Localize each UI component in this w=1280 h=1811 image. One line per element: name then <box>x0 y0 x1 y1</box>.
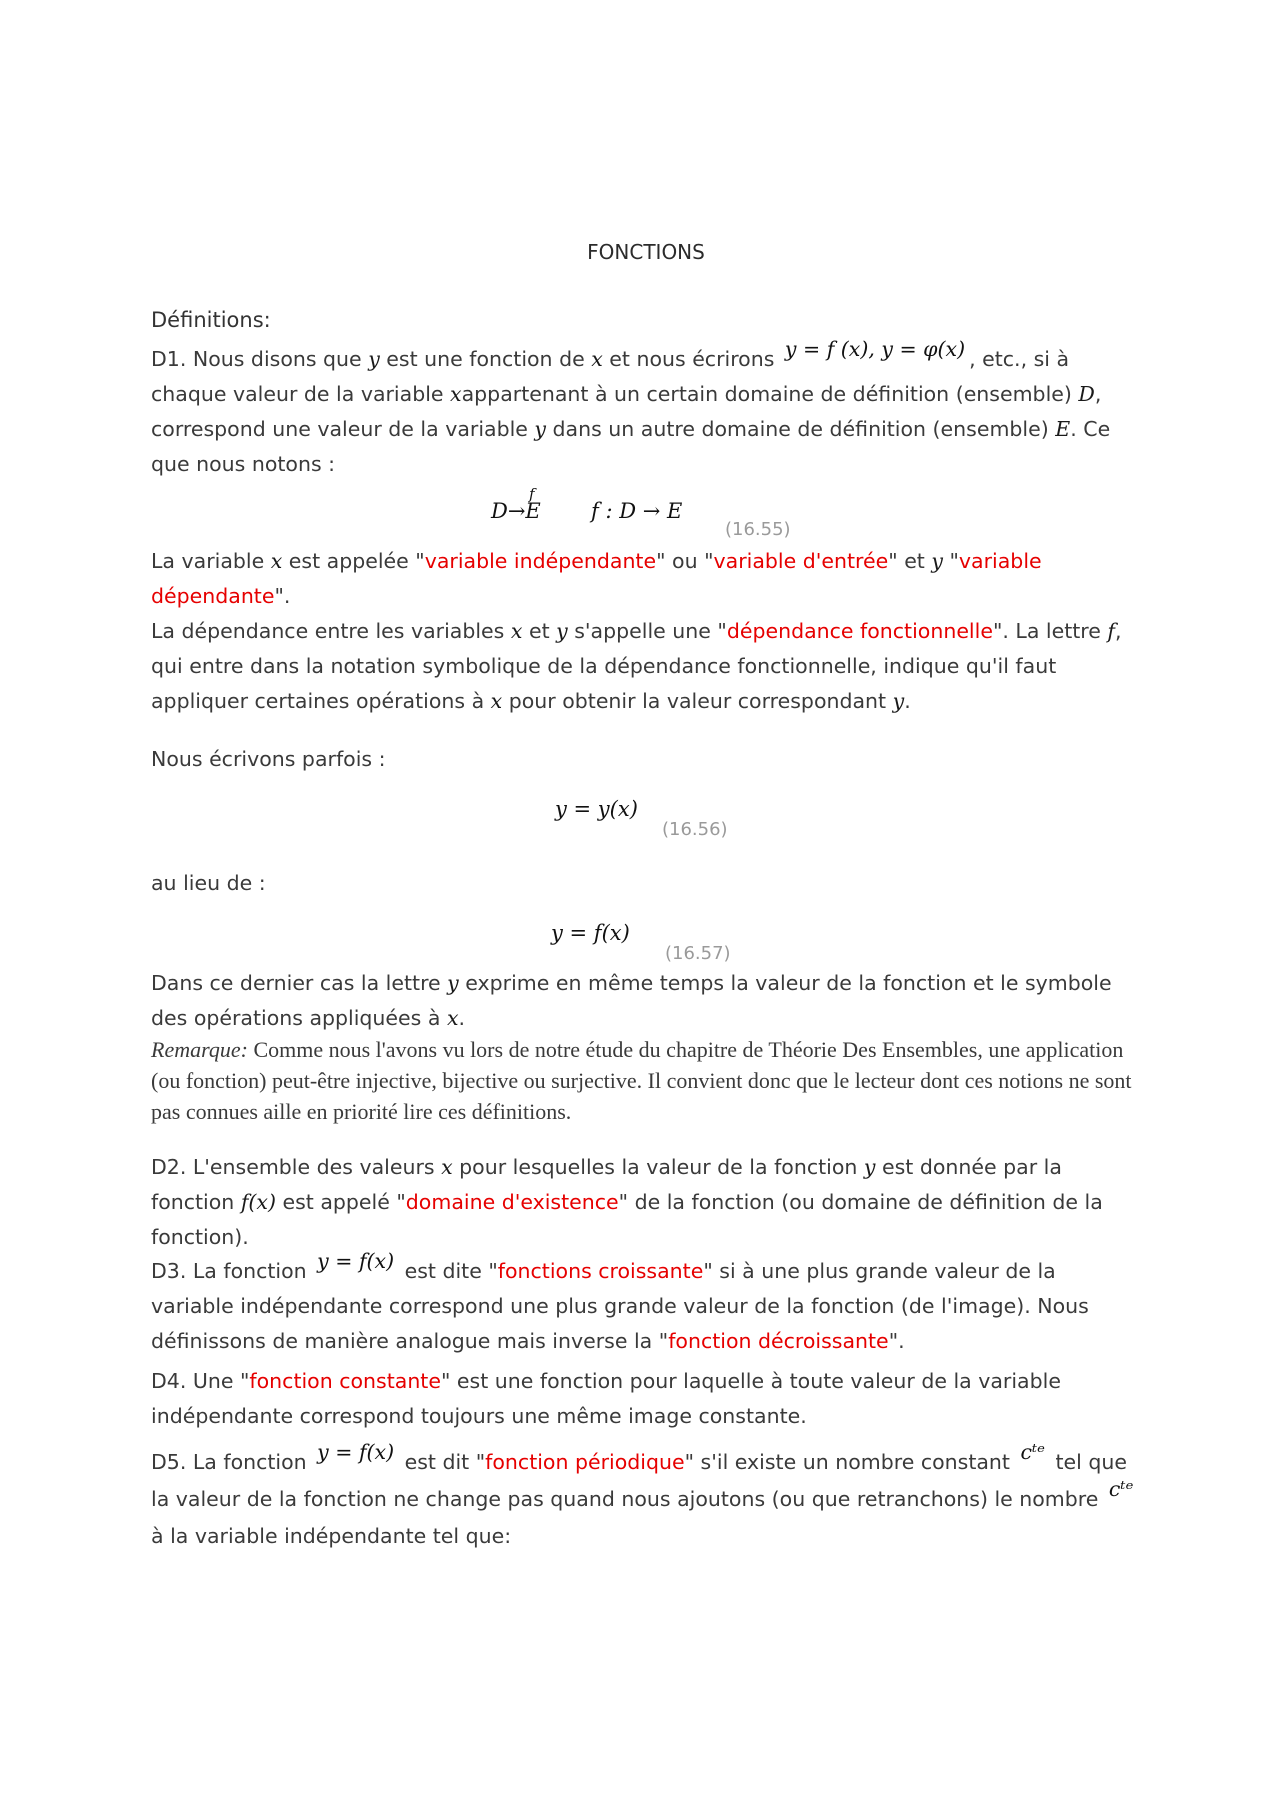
paragraph-variables: La variable x est appelée "variable indépendante" ou "variable d'entrée" et y "variable dépendante". <box>151 549 1042 608</box>
definition-d2: D2. L'ensemble des valeurs x pour lesquelles la valeur de la fonction y est donnée par la fonction f(x) est appelé "domaine d'existence" de la fonction (ou domaine de définition de la fonction). <box>151 1155 1103 1249</box>
paragraph-dernier-cas: Dans ce dernier cas la lettre y exprime en même temps la valeur de la fonction et le symbole des opérations appliquées à x. <box>151 971 1112 1030</box>
formula-y-equals-f: y = f(x) <box>317 1440 395 1464</box>
definition-d5: D5. La fonction y = f(x) est dit "fonction périodique" s'il existe un nombre constant cᵗᵉ tel que la valeur de la fonction ne change pas quand nous ajoutons (ou que retranchons) le nombre cᵗᵉ à la variable indépendante tel que: <box>151 1440 1134 1548</box>
definition-d1: D1. Nous disons que y est une fonction de x et nous écrirons y = f (x), y = φ(x) , etc., si à chaque valeur de la variable xappartenant à un certain domaine de définition (ensemble) D, correspond une valeur de la variable y dans un autre domaine de définition (ensemble) E. Ce que nous notons : <box>151 337 1111 476</box>
equation-number: (16.57) <box>665 943 731 964</box>
remark-label: Remarque: <box>151 1037 248 1062</box>
formula: y = y(x) <box>555 797 638 821</box>
definition-d3: D3. La fonction y = f(x) est dite "fonctions croissante" si à une plus grande valeur de la variable indépendante correspond une plus grande valeur de la fonction (de l'image). Nous définissons de manière analogue mais inverse la "fonction décroissante". <box>151 1249 1089 1353</box>
formula-y-equals-f: y = f(x) <box>317 1249 395 1273</box>
equation-number: (16.55) <box>725 519 791 540</box>
mapping-arrow: D→E <box>491 499 541 523</box>
paragraph-dependance: La dépendance entre les variables x et y s'appelle une "dépendance fonctionnelle". La lettre f, qui entre dans la notation symbolique de la dépendance fonctionnelle, indique qu'il faut appliquer certaines opérations à x pour obtenir la valeur correspondant y. <box>151 619 1122 713</box>
mapping-notation: f : D → E <box>591 499 683 523</box>
formula: y = f(x) <box>551 921 630 945</box>
constant-cte: cᵗᵉ <box>1020 1440 1045 1464</box>
document-page <box>151 0 1141 1811</box>
constant-cte: cᵗᵉ <box>1108 1477 1134 1501</box>
definition-d4: D4. Une "fonction constante" est une fonction pour laquelle à toute valeur de la variable indépendante correspond toujours une même image constante. <box>151 1369 1061 1428</box>
paragraph-au-lieu: au lieu de : <box>151 871 266 895</box>
page-title: FONCTIONS <box>587 240 705 264</box>
formula-y-equals-f-phi: y = f (x), y = φ(x) <box>784 337 966 361</box>
section-heading: Définitions: <box>151 308 271 332</box>
paragraph-parfois: Nous écrivons parfois : <box>151 747 386 771</box>
remark-paragraph: Remarque: Comme nous l'avons vu lors de notre étude du chapitre de Théorie Des Ensembles, une application (ou fonction) peut-être injective, bijective ou surjective. Il convient donc que le lecteur dont ces notions ne sont pas connues aille en priorité lire ces définitions. <box>151 1037 1132 1124</box>
mapping-label-f: f <box>529 485 535 503</box>
equation-number: (16.56) <box>662 819 728 840</box>
